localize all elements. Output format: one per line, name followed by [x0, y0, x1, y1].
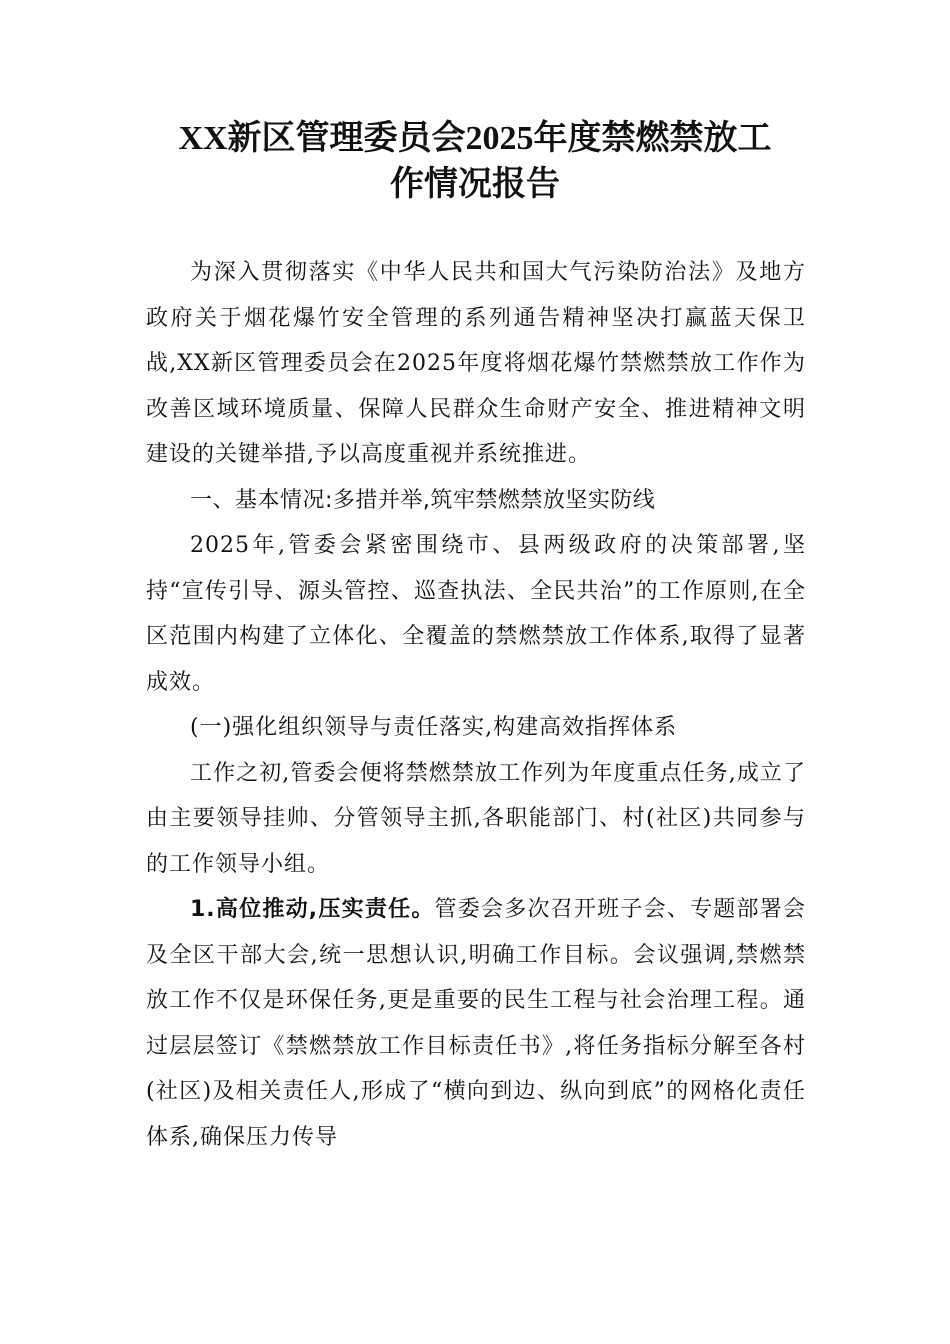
item-1-lead: 1.高位推动,压实责任。 — [190, 897, 435, 922]
subsection-1-paragraph: 工作之初,管委会便将禁燃禁放工作列为年度重点任务,成立了由主要领导挂帅、分管领导主抓,各职能部门、村(社区)共同参与的工作领导小组。 — [146, 760, 806, 877]
subsection-1-heading: (一)强化组织领导与责任落实,构建高效指挥体系 — [190, 715, 678, 740]
document-title — [140, 116, 810, 208]
document-body — [146, 250, 806, 1160]
section-1-paragraph: 2025年,管委会紧密围绕市、县两级政府的决策部署,坚持“宣传引导、源头管控、巡查执法、全民共治”的工作原则,在全区范围内构建了立体化、全覆盖的禁燃禁放工作体系,取得了显著成效。 — [146, 533, 806, 695]
item-1-text: 管委会多次召开班子会、专题部署会及全区干部大会,统一思想认识,明确工作目标。会议强调,禁燃禁放工作不仅是环保任务,更是重要的民生工程与社会治理工程。通过层层签订《禁燃禁放工作目标责任书》,将任务指标分解至各村(社区)及相关责任人,形成了“横向到边、纵向到底”的网格化责任体系,确保压力传导 — [146, 897, 806, 1150]
item-1-paragraph — [146, 887, 806, 1160]
section-1-heading: 一、基本情况:多措并举,筑牢禁燃禁放坚实防线 — [190, 487, 656, 513]
intro-paragraph: 为深入贯彻落实《中华人民共和国大气污染防治法》及地方政府关于烟花爆竹安全管理的系列通告精神坚决打赢蓝天保卫战,XX新区管理委员会在2025年度将烟花爆竹禁燃禁放工作作为改善区域环境质量、保障人民群众生命财产安全、推进精神文明建设的关键举措,予以高度重视并系统推进。 — [146, 260, 806, 467]
title-line-1: XX新区管理委员会2025年度禁燃禁放工 — [178, 120, 772, 157]
title-line-2: 作情况报告 — [390, 166, 560, 203]
